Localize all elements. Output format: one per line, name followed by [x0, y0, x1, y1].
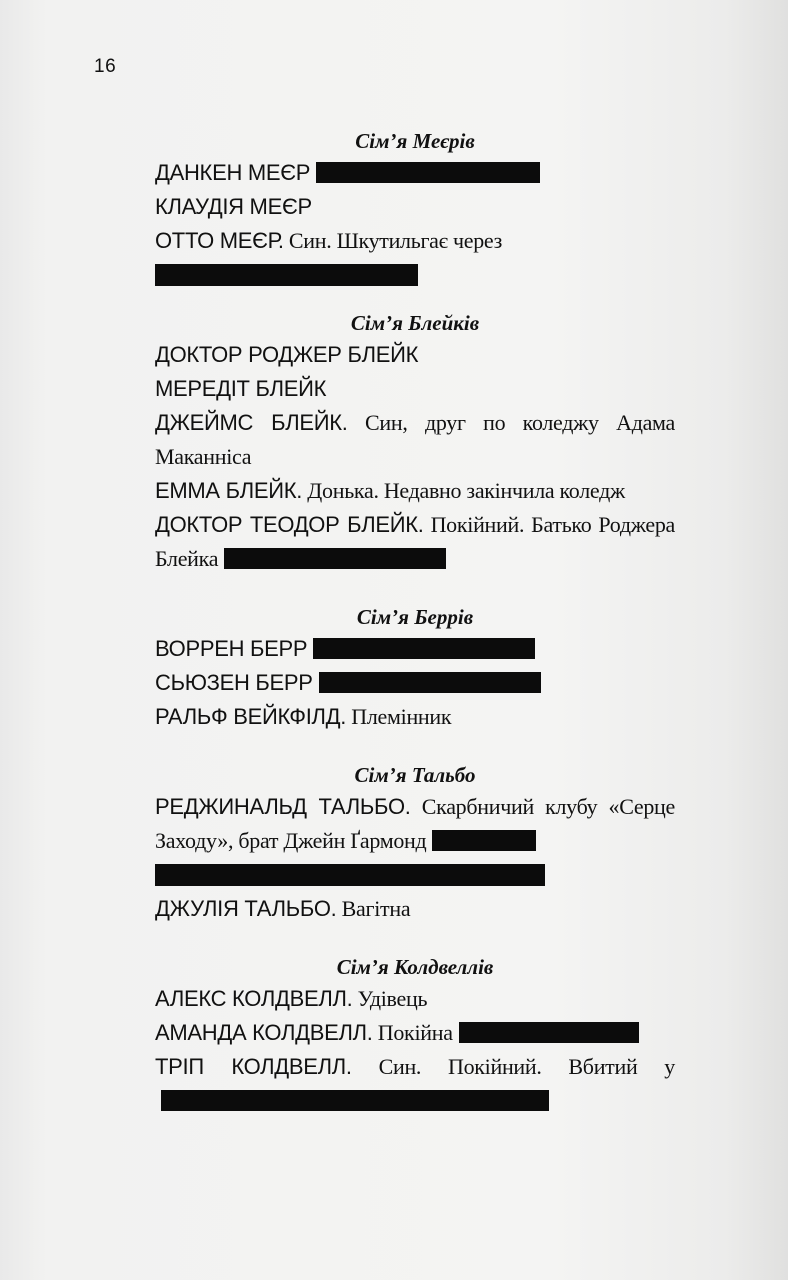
character-entry [155, 508, 675, 576]
character-entry [155, 338, 675, 372]
character-entry [155, 790, 675, 886]
character-entry [155, 700, 675, 734]
family-title: Сім’я Колдвеллів [336, 955, 494, 979]
character-entry [155, 474, 675, 508]
character-name: РАЛЬФ ВЕЙКФІЛД. [155, 704, 347, 729]
redaction-bar [224, 548, 446, 569]
character-entry [155, 372, 675, 406]
character-entry [155, 190, 675, 224]
character-name: КЛАУДІЯ МЕЄР [155, 194, 312, 219]
redaction-bar [432, 830, 536, 851]
character-name: ДАНКЕН МЕЄР [155, 160, 311, 185]
family-title: Сім’я Меєрів [355, 129, 475, 153]
character-name: ДЖУЛІЯ ТАЛЬБО. [155, 896, 337, 921]
character-entry [155, 1016, 675, 1050]
character-description: Син. Шкутильгає через [283, 228, 503, 253]
redaction-bar [319, 672, 541, 693]
page-number: 16 [94, 56, 117, 77]
character-entry [155, 982, 675, 1016]
character-description: Покійна [372, 1020, 453, 1045]
character-name: ОТТО МЕЄР. [155, 228, 284, 253]
redaction-bar [316, 162, 540, 183]
character-description: Удівець [352, 986, 428, 1011]
character-name: ДОКТОР ТЕОДОР БЛЕЙК. [155, 512, 424, 537]
character-description: Донька. Недавно закінчила коледж [302, 478, 625, 503]
character-description: Скарбничий клубу «Серце Заходу», брат Джейн Ґармонд [155, 794, 675, 853]
family-title: Сім’я Беррів [356, 605, 474, 629]
redaction-bar [161, 1090, 549, 1111]
character-name: МЕРЕДІТ БЛЕЙК [155, 376, 327, 401]
family-section-berrs [155, 602, 675, 734]
character-name: АМАНДА КОЛДВЕЛЛ. [155, 1020, 373, 1045]
family-section-meyers [155, 126, 675, 286]
family-section-blakes [155, 308, 675, 576]
character-entry [155, 632, 675, 666]
character-name: ДОКТОР РОДЖЕР БЛЕЙК [155, 342, 419, 367]
family-section-talbots [155, 760, 675, 926]
character-entry [155, 666, 675, 700]
character-entry [155, 406, 675, 474]
character-name: СЬЮЗЕН БЕРР [155, 670, 313, 695]
redaction-bar [155, 864, 545, 886]
character-name: ВОРРЕН БЕРР [155, 636, 308, 661]
character-description: Покійний. Батько Роджера Блейка [155, 512, 675, 571]
character-name: ТРІП КОЛДВЕЛЛ. [155, 1054, 352, 1079]
character-name: ДЖЕЙМС БЛЕЙК. [155, 410, 348, 435]
redaction-bar [155, 264, 418, 286]
character-name: РЕДЖИНАЛЬД ТАЛЬБО. [155, 794, 411, 819]
character-description: Син. Покійний. Вбитий у [351, 1054, 676, 1079]
family-title: Сім’я Блейків [350, 311, 480, 335]
character-name: АЛЕКС КОЛДВЕЛЛ. [155, 986, 353, 1011]
character-description: Син, друг по коледжу Адама Маканніса [155, 410, 675, 469]
family-title: Сім’я Тальбо [354, 763, 476, 787]
character-entry [155, 156, 675, 190]
redaction-bar [313, 638, 535, 659]
character-description: Племінник [346, 704, 452, 729]
character-entry [155, 1050, 675, 1118]
redaction-bar [459, 1022, 639, 1043]
character-entry [155, 892, 675, 926]
character-name: ЕММА БЛЕЙК. [155, 478, 303, 503]
cast-list [155, 126, 675, 1136]
character-description: Вагітна [336, 896, 411, 921]
family-section-caldwells [155, 952, 675, 1118]
character-entry [155, 224, 675, 286]
